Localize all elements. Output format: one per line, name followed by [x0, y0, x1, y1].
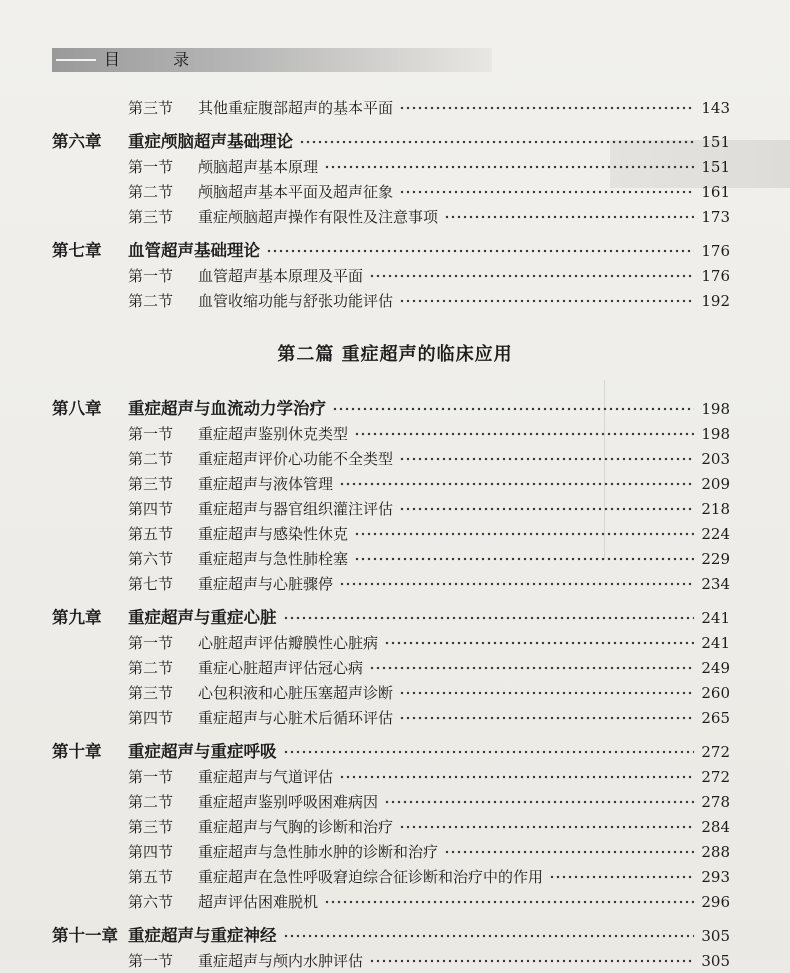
toc-entry-title: 血管超声基础理论: [128, 241, 260, 260]
toc-chapter-row: [52, 130, 730, 154]
dot-leader: [549, 875, 694, 879]
toc-section-row: [128, 180, 730, 204]
dot-leader: [399, 825, 694, 829]
toc-entry-title: 重症超声与心脏术后循环评估: [198, 709, 394, 727]
toc-entry-label: 第一节: [128, 768, 174, 786]
toc-entry-title: 重症颅脑超声操作有限性及注意事项: [198, 208, 439, 226]
dot-leader: [339, 582, 694, 586]
toc-entry-label: 第四节: [128, 709, 174, 727]
toc-page-number: 272: [701, 743, 730, 761]
toc-entry-label: 第二节: [128, 793, 174, 811]
toc-entry-title: 重症超声与重症呼吸: [128, 742, 277, 761]
toc-entry-title: 其他重症腹部超声的基本平面: [198, 99, 394, 117]
toc-page-number: 151: [701, 133, 730, 151]
toc-entry-label: 第十章: [52, 742, 102, 761]
toc-entry-label: 第七节: [128, 575, 174, 593]
toc-section-row: [128, 765, 730, 789]
toc-entry-title: 重症超声与重症心脏: [128, 608, 277, 627]
toc-page-number: 265: [701, 709, 730, 727]
dot-leader: [354, 532, 694, 536]
toc-page-number: 241: [701, 609, 730, 627]
toc-chapter-row: [52, 239, 730, 263]
dot-leader: [399, 190, 694, 194]
dot-leader: [399, 691, 694, 695]
toc-entry-label: 第三节: [128, 208, 174, 226]
toc-entry-label: 第四节: [128, 843, 174, 861]
dot-leader: [339, 775, 694, 779]
toc-entry-title: 血管收缩功能与舒张功能评估: [198, 292, 394, 310]
toc-page-number: 229: [701, 550, 730, 568]
toc-entry-label: 第一节: [128, 158, 174, 176]
dot-leader: [399, 507, 694, 511]
part-title: 第二篇 重症超声的临床应用: [277, 344, 513, 365]
toc-page-number: 151: [701, 158, 730, 176]
toc-page-number: 198: [701, 400, 730, 418]
dot-leader: [369, 666, 694, 670]
toc-page-number: 260: [701, 684, 730, 702]
toc-section-row: [128, 790, 730, 814]
toc-section-row: [128, 840, 730, 864]
toc-page-number: 288: [701, 843, 730, 861]
toc-entry-label: 第五节: [128, 868, 174, 886]
toc-section-row: [128, 155, 730, 179]
toc-entry-title: 血管超声基本原理及平面: [198, 267, 364, 285]
toc-section-row: [128, 289, 730, 313]
dot-leader: [384, 800, 694, 804]
dot-leader: [283, 616, 695, 620]
toc-page-number: 209: [701, 475, 730, 493]
toc-section-row: [128, 472, 730, 496]
dot-leader: [283, 934, 695, 938]
toc-page-number: 198: [701, 425, 730, 443]
toc-chapter-row: [52, 397, 730, 421]
toc-section-row: [128, 706, 730, 730]
toc-entry-title: 重症超声评价心功能不全类型: [198, 450, 394, 468]
toc-section-row: [128, 96, 730, 120]
toc-entry-title: 重症超声与急性肺水肿的诊断和治疗: [198, 843, 439, 861]
toc-entry-title: 重症超声与气道评估: [198, 768, 334, 786]
toc-page-number: 272: [701, 768, 730, 786]
dot-leader: [332, 407, 694, 411]
toc-entry-label: 第一节: [128, 425, 174, 443]
toc-entry-label: 第九章: [52, 608, 102, 627]
toc-entry-label: 第一节: [128, 952, 174, 970]
toc-section-row: [128, 572, 730, 596]
toc-entry-label: 第二节: [128, 450, 174, 468]
toc-page-number: 278: [701, 793, 730, 811]
toc-entry-label: 第二节: [128, 183, 174, 201]
toc-page-number: 143: [701, 99, 730, 117]
dot-leader: [266, 249, 694, 253]
toc-page-number: 234: [701, 575, 730, 593]
toc-entry-title: 重症超声与颅内水肿评估: [198, 952, 364, 970]
toc-entry-label: 第三节: [128, 99, 174, 117]
toc-section-row: [128, 681, 730, 705]
toc-entry-title: 重症超声与感染性休克: [198, 525, 349, 543]
toc-section-row: [128, 547, 730, 571]
toc-chapter-row: [52, 740, 730, 764]
toc-entry-label: 第六节: [128, 550, 174, 568]
toc-section-row: [128, 205, 730, 229]
toc-page-number: 305: [701, 927, 730, 945]
toc-entry-title: 重症超声与气胸的诊断和治疗: [198, 818, 394, 836]
toc-page-number: 296: [701, 893, 730, 911]
toc-entry-label: 第二节: [128, 659, 174, 677]
toc-entry-label: 第一节: [128, 634, 174, 652]
dot-leader: [369, 274, 694, 278]
toc-page-number: 293: [701, 868, 730, 886]
toc-page-number: 176: [701, 267, 730, 285]
dot-leader: [384, 641, 694, 645]
toc-entry-label: 第五节: [128, 525, 174, 543]
toc-entry-label: 第六章: [52, 132, 102, 151]
toc-chapter-row: [52, 606, 730, 630]
toc-entry-title: 重症超声与心脏骤停: [198, 575, 334, 593]
toc-section-row: [128, 422, 730, 446]
toc-section-row: [128, 865, 730, 889]
toc-section-row: [128, 497, 730, 521]
toc-page-number: 284: [701, 818, 730, 836]
toc-page-number: 224: [701, 525, 730, 543]
toc-section-row: [128, 656, 730, 680]
toc-entry-title: 重症心脏超声评估冠心病: [198, 659, 364, 677]
dot-leader: [354, 432, 694, 436]
toc-entry-title: 颅脑超声基本原理: [198, 158, 319, 176]
dot-leader: [324, 900, 694, 904]
toc-entry-label: 第三节: [128, 818, 174, 836]
toc-page-number: 192: [701, 292, 730, 310]
toc-section-row: [128, 949, 730, 973]
toc-page-number: 173: [701, 208, 730, 226]
toc-entry-label: 第二节: [128, 292, 174, 310]
dot-leader: [444, 215, 694, 219]
toc-entry-title: 重症超声与急性肺栓塞: [198, 550, 349, 568]
toc-entry-label: 第三节: [128, 475, 174, 493]
toc-entry-title: 重症超声鉴别呼吸困难病因: [198, 793, 379, 811]
dot-leader: [299, 140, 694, 144]
toc-page-number: 241: [701, 634, 730, 652]
toc-section-row: [128, 890, 730, 914]
toc-entry-title: 心包积液和心脏压塞超声诊断: [198, 684, 394, 702]
toc-entry-title: 重症超声与器官组织灌注评估: [198, 500, 394, 518]
dot-leader: [283, 750, 695, 754]
toc-entry-title: 重症超声与血流动力学治疗: [128, 399, 326, 418]
toc-entry-title: 超声评估困难脱机: [198, 893, 319, 911]
toc-section-row: [128, 264, 730, 288]
dot-leader: [339, 482, 694, 486]
dot-leader: [324, 165, 694, 169]
toc-entry-label: 第十一章: [52, 926, 118, 945]
toc-entry-label: 第四节: [128, 500, 174, 518]
toc-section-row: [128, 631, 730, 655]
toc-entry-title: 颅脑超声基本平面及超声征象: [198, 183, 394, 201]
toc-entry-label: 第一节: [128, 267, 174, 285]
toc-entry-title: 心脏超声评估瓣膜性心脏病: [198, 634, 379, 652]
toc-page-number: 218: [701, 500, 730, 518]
toc-entry-label: 第八章: [52, 399, 102, 418]
dot-leader: [354, 557, 694, 561]
toc-section-row: [128, 522, 730, 546]
dot-leader: [399, 716, 694, 720]
toc-entry-title: 重症超声与液体管理: [198, 475, 334, 493]
toc-entry-title: 重症颅脑超声基础理论: [128, 132, 293, 151]
dot-leader: [444, 850, 694, 854]
toc-section-row: [128, 447, 730, 471]
toc-section-row: [128, 815, 730, 839]
toc-entry-label: 第三节: [128, 684, 174, 702]
page-header-title: 目 录: [104, 50, 214, 69]
toc-page-number: 176: [701, 242, 730, 260]
toc-page-number: 305: [701, 952, 730, 970]
toc-entry-label: 第七章: [52, 241, 102, 260]
dot-leader: [399, 106, 694, 110]
toc-page-number: 203: [701, 450, 730, 468]
toc-page-number: 161: [701, 183, 730, 201]
dot-leader: [399, 457, 694, 461]
toc-chapter-row: [52, 924, 730, 948]
toc-page-number: 249: [701, 659, 730, 677]
dot-leader: [399, 299, 694, 303]
toc-entry-label: 第六节: [128, 893, 174, 911]
toc-entry-title: 重症超声与重症神经: [128, 926, 277, 945]
toc-entry-title: 重症超声在急性呼吸窘迫综合征诊断和治疗中的作用: [198, 868, 544, 886]
toc-entry-title: 重症超声鉴别休克类型: [198, 425, 349, 443]
